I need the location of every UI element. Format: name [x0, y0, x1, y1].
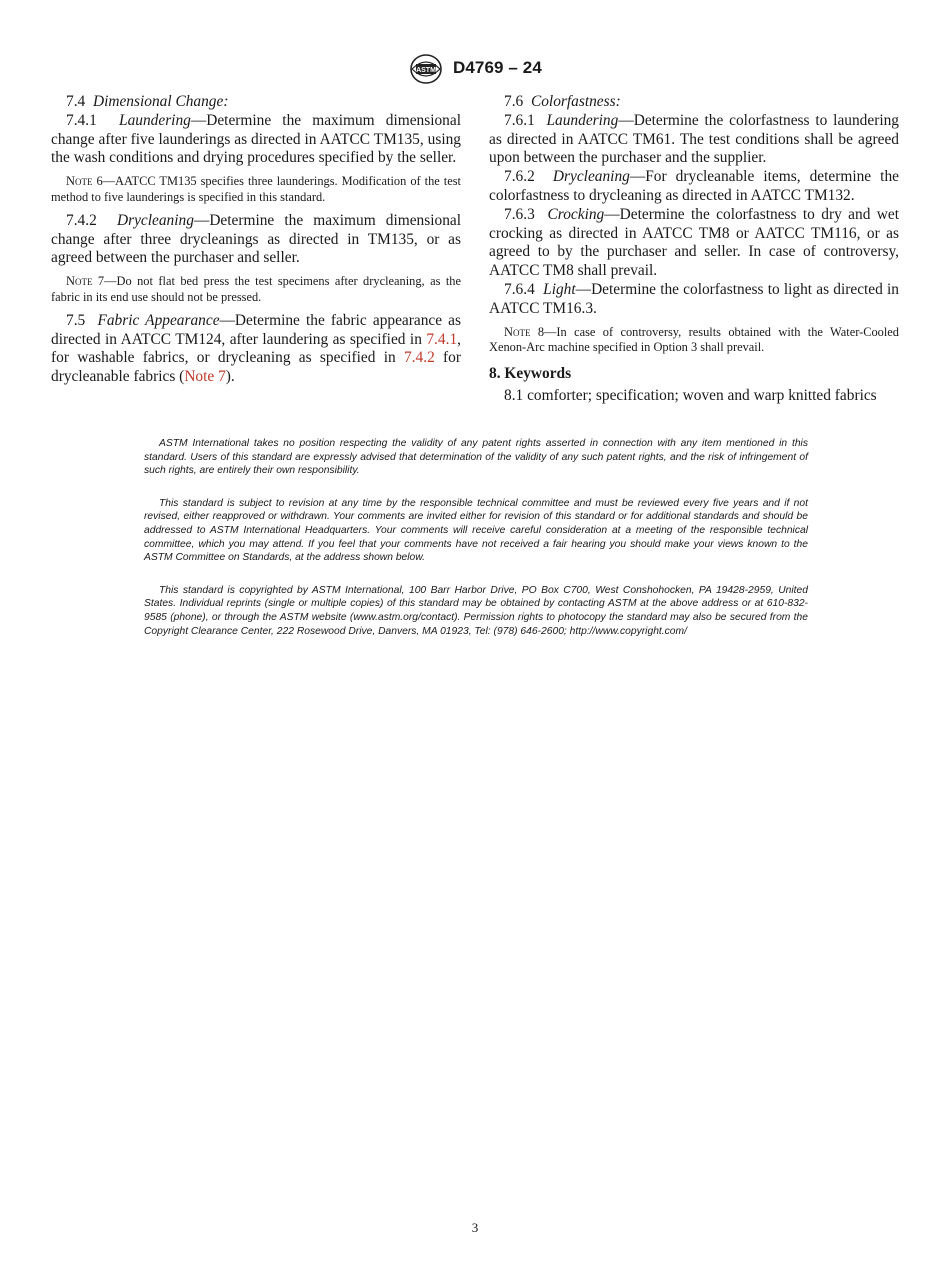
page-number: 3 — [471, 1220, 479, 1235]
link-note-7[interactable]: Note 7 — [184, 368, 226, 386]
note-6: Note 6—AATCC TM135 specifies three launderings. Modification of the test method to five launderings is specified in this standard. — [51, 174, 461, 204]
section-7-6-4: 7.6.4 Light—Determine the colorfastness to light as directed in AATCC TM16.3. — [489, 280, 899, 317]
astm-logo-text: ASTM — [416, 67, 436, 74]
section-7-6-3: 7.6.3 Crocking—Determine the colorfastness to dry and wet crocking as directed in AATCC TM8 or AATCC TM116, or as agreed to by the purchaser and seller. In case of controversy, AATCC TM8 shall prevail. — [489, 205, 899, 280]
note-8: Note 8—In case of controversy, results obtained with the Water-Cooled Xenon-Arc machine specified in Option 3 shall prevail. — [489, 324, 899, 355]
disclaimer-copyright: This standard is copyrighted by ASTM International, 100 Barr Harbor Drive, PO Box C700, West Conshohocken, PA 19428-2959, United States. Individual reprints (single or multiple copies) of this standard may be obtained by contacting ASTM at the above address or at 610-832-9585 (phone), or through the ASTM website (www.astm.org/contact). Permission rights to photocopy the standard may also be secured from the Copyright Clearance Center, 222 Rosewood Drive, Danvers, MA 01923, Tel: (978) 646-2600; http://www.copyright.com/ — [144, 584, 808, 637]
section-7-5: 7.5 Fabric Appearance—Determine the fabric appearance as directed in AATCC TM124, after laundering as specified in 7.4.1, for washable fabrics, or drycleaning as specified in 7.4.2 for drycleanable fabrics (Note 7). — [51, 311, 461, 386]
note-7: Note 7—Do not flat bed press the test specimens after drycleaning, as the fabric in its end use should not be pressed. — [51, 274, 461, 304]
section-7-6-2: 7.6.2 Drycleaning—For drycleanable items, determine the colorfastness to drycleaning as directed in AATCC TM132. — [489, 168, 899, 204]
section-7-4-heading: 7.4 Dimensional Change: — [66, 93, 229, 110]
disclaimer-block — [144, 437, 808, 657]
section-7-4-1: 7.4.1 Laundering—Determine the maximum dimensional change after five launderings as directed in AATCC TM135, using the wash conditions and drying procedures specified by the seller. — [51, 111, 461, 167]
section-7-6-1: 7.6.1 Laundering—Determine the colorfastness to laundering as directed in AATCC TM61. The test conditions shall be agreed upon between the purchaser and the supplier. — [489, 111, 899, 167]
page-header — [0, 53, 950, 87]
left-column — [51, 93, 461, 387]
section-7-6-heading: 7.6 Colorfastness: — [504, 93, 621, 110]
section-8-1: 8.1 comforter; specification; woven and warp knitted fabrics — [504, 386, 877, 404]
disclaimer-patent: ASTM International takes no position respecting the validity of any patent rights asserted in connection with any item mentioned in this standard. Users of this standard are expressly advised that determination of the validity of any such patent rights, and the risk of infringement of such rights, are entirely their own responsibility. — [144, 438, 808, 477]
section-8-heading: 8. Keywords — [489, 365, 572, 383]
link-7-4-2[interactable]: 7.4.2 — [403, 349, 435, 367]
section-7-4-2: 7.4.2 Drycleaning—Determine the maximum dimensional change after three drycleanings as directed in TM135, or as agreed between the purchaser and seller. — [51, 211, 461, 267]
document-id: D4769 – 24 — [453, 58, 542, 77]
disclaimer-revision: This standard is subject to revision at any time by the responsible technical committee and must be reviewed every five years and if not revised, either reapproved or withdrawn. Your comments are invited either for revision of this standard or for additional standards and should be addressed to ASTM International Headquarters. Your comments will receive careful consideration at a meeting of the responsible technical committee, which you may attend. If you feel that your comments have not received a fair hearing you should make your views known to the ASTM Committee on Standards, at the address shown below. — [144, 497, 808, 564]
astm-logo-icon — [408, 53, 444, 85]
right-column — [489, 93, 899, 406]
link-7-4-1[interactable]: 7.4.1 — [426, 330, 458, 348]
